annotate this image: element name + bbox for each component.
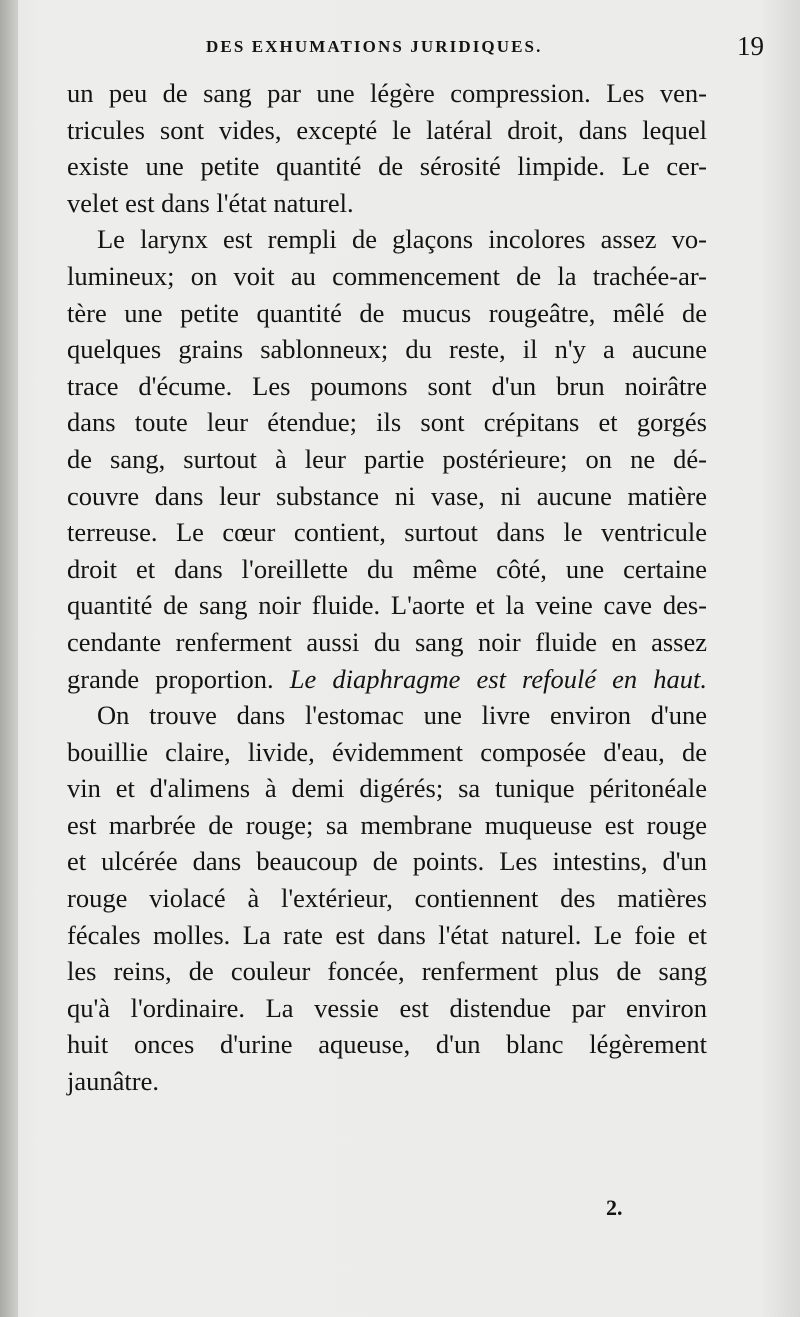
text-line: bouillie claire, livide, évidemment composée d'eau, de — [67, 736, 707, 767]
text-segment: grande proportion. — [67, 663, 274, 694]
text-line: lumineux; on voit au commencement de la trachée-ar- — [67, 260, 707, 291]
text-line: velet est dans l'état naturel. — [67, 187, 354, 218]
page-number: 19 — [737, 31, 764, 61]
page-header — [206, 33, 764, 63]
text-line: quelques grains sablonneux; du reste, il n'y a aucune — [67, 334, 707, 365]
text-line: tère une petite quantité de mucus rougeâtre, mêlé de — [67, 297, 707, 328]
page-gutter — [0, 0, 18, 1317]
text-line: dans toute leur étendue; ils sont crépitans et gorgés — [67, 407, 707, 438]
text-line: tricules sont vides, excepté le latéral droit, dans lequel — [67, 114, 707, 145]
text-line: fécales molles. La rate est dans l'état naturel. Le foie et — [67, 919, 707, 950]
text-line: On trouve dans l'estomac une livre environ d'une — [97, 700, 707, 731]
text-line: terreuse. Le cœur contient, surtout dans le ventricule — [67, 517, 707, 548]
text-line: qu'à l'ordinaire. La vessie est distendue par environ — [67, 992, 707, 1023]
text-line: droit et dans l'oreillette du même côté, une certaine — [67, 553, 707, 584]
text-line — [67, 661, 707, 698]
signature-mark: 2. — [606, 1195, 623, 1220]
text-line: de sang, surtout à leur partie postérieure; on ne dé- — [67, 443, 707, 474]
text-line: et ulcérée dans beaucoup de points. Les intestins, d'un — [67, 846, 707, 877]
text-line: huit onces d'urine aqueuse, d'un blanc légèrement — [67, 1029, 707, 1060]
italic-phrase: Le diaphragme est refoulé en haut. — [289, 663, 707, 694]
text-line: Le larynx est rempli de glaçons incolores assez vo- — [97, 224, 707, 255]
text-line: est marbrée de rouge; sa membrane muqueuse est rouge — [67, 809, 707, 840]
text-line: existe une petite quantité de sérosité limpide. Le cer- — [67, 151, 707, 182]
text-line: rouge violacé à l'extérieur, contiennent des matières — [67, 883, 707, 914]
text-line: vin et d'alimens à demi digérés; sa tunique péritonéale — [67, 773, 707, 804]
text-line: cendante renferment aussi du sang noir fluide en assez — [67, 626, 707, 657]
text-line: couvre dans leur substance ni vase, ni aucune matière — [67, 480, 707, 511]
body-text — [67, 75, 707, 1100]
text-line: trace d'écume. Les poumons sont d'un brun noirâtre — [67, 370, 707, 401]
running-title: DES EXHUMATIONS JURIDIQUES. — [206, 37, 543, 56]
text-line: les reins, de couleur foncée, renferment plus de sang — [67, 956, 707, 987]
text-line: jaunâtre. — [67, 1066, 159, 1097]
text-line: un peu de sang par une légère compression. Les ven- — [67, 78, 707, 108]
text-line: quantité de sang noir fluide. L'aorte et la veine cave des- — [67, 590, 707, 621]
